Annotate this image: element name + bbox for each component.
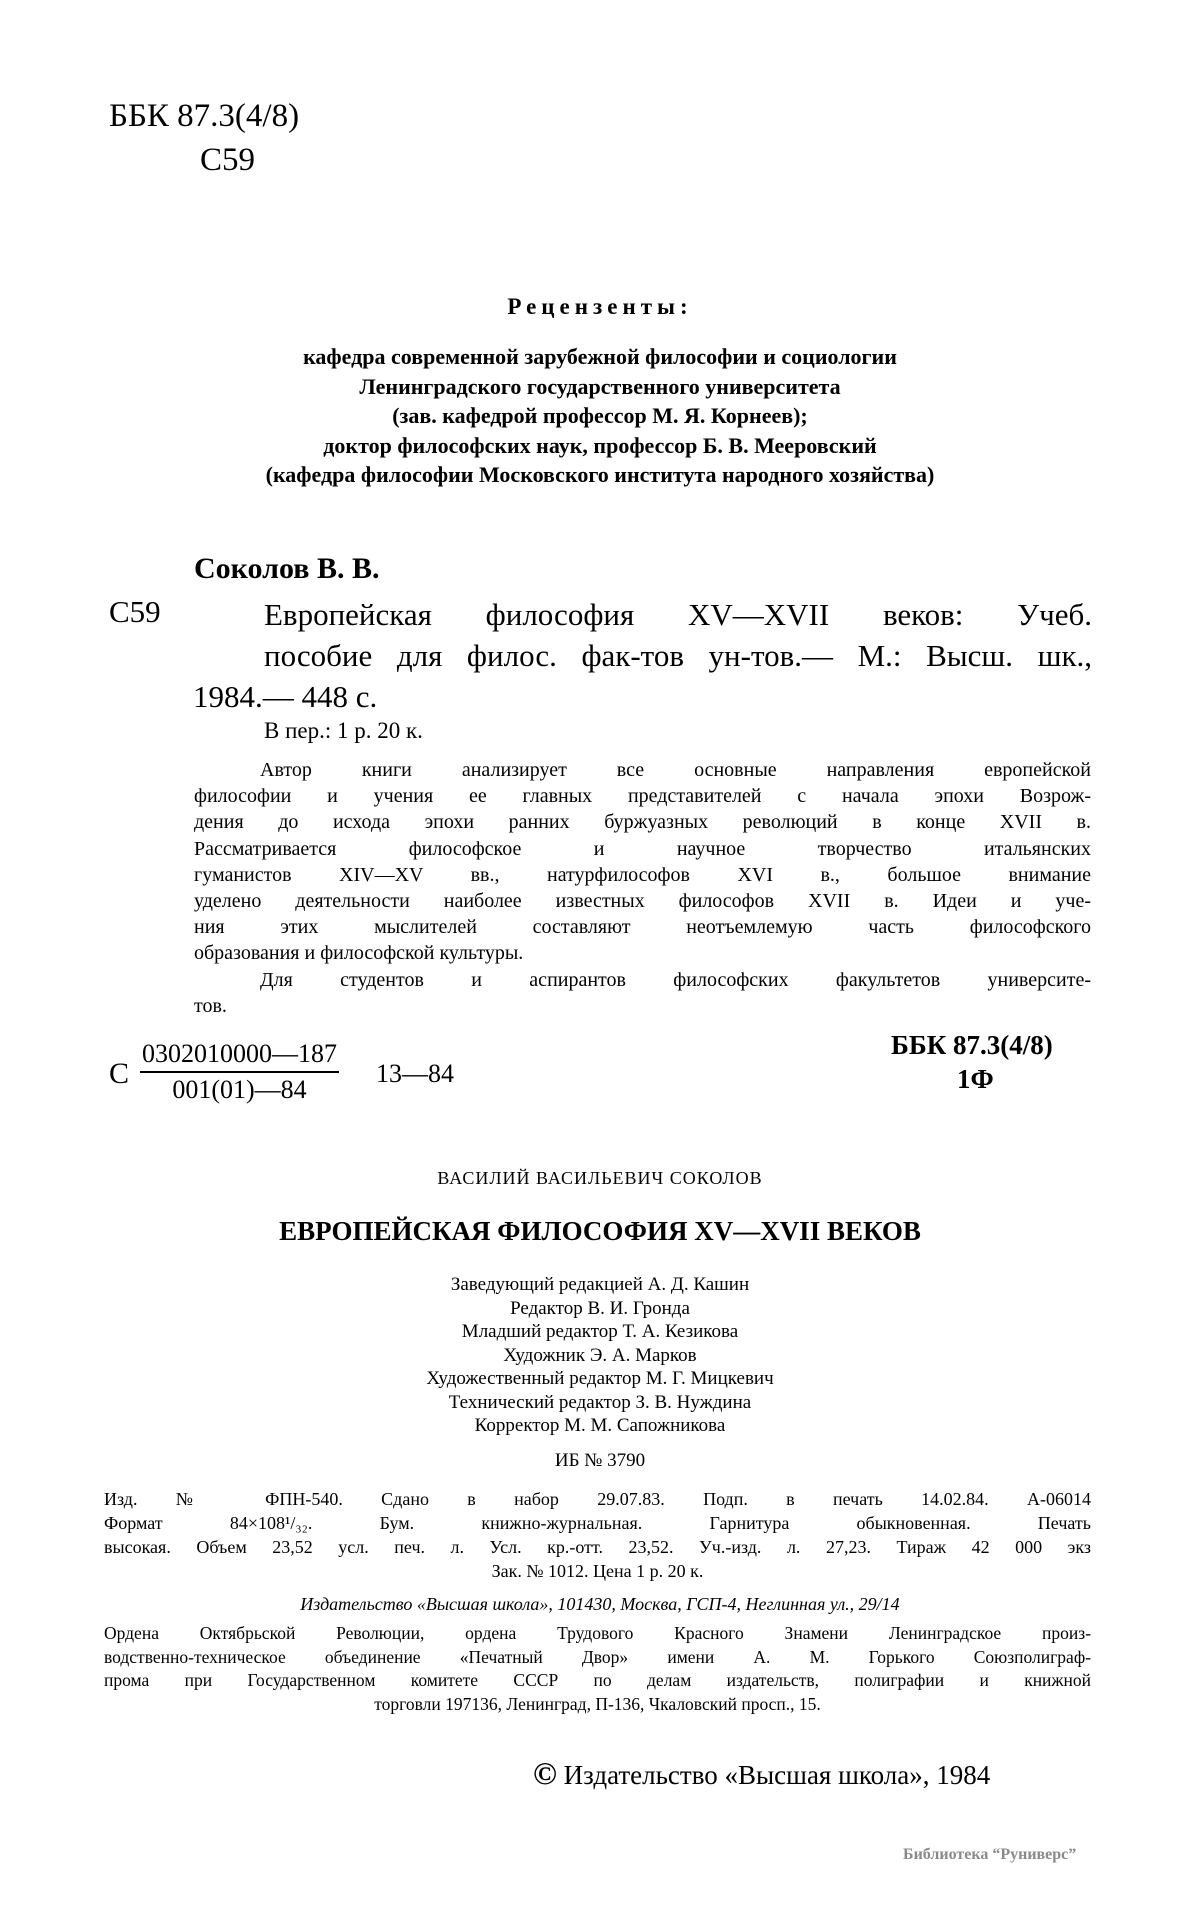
printer-info [104, 1622, 1091, 1716]
annotation-line: образования и философской культуры. [194, 942, 524, 965]
book-title: ЕВРОПЕЙСКАЯ ФИЛОСОФИЯ XV—XVII ВЕКОВ [279, 1216, 921, 1246]
annotation [194, 757, 1091, 1019]
reviewer-line: (зав. кафедрой профессор М. Я. Корнеев); [392, 403, 808, 428]
annotation-line: уделено деятельности наиболее известных философов XVII в. Идеи и уче- [194, 890, 1091, 913]
staff-line: Редактор В. И. Гронда [510, 1297, 690, 1319]
staff-line: Художник Э. А. Марков [503, 1344, 697, 1366]
copyright-notice [533, 1755, 990, 1792]
imprint-line: Изд. № ФПН-540. Сдано в набор 29.07.83. Подп. в печать 14.02.84. А-06014 [104, 1489, 1091, 1509]
author-mark-top: С59 [200, 142, 256, 178]
reviewers-heading: Рецензенты: [507, 294, 693, 319]
annotation-line: философии и учения ее главных представителей с начала эпохи Возрож- [194, 785, 1091, 808]
entry-price: В пер.: 1 р. 20 к. [264, 718, 423, 743]
bbk-code-bottom: ББК 87.3(4/8) [891, 1030, 1053, 1060]
annotation-line: Автор книги анализирует все основные направления европейской [260, 759, 1091, 781]
publisher-address: Издательство «Высшая школа», 101430, Москва, ГСП-4, Неглинная ул., 29/14 [300, 1594, 900, 1614]
bbk-code-top: ББК 87.3(4/8) [109, 98, 300, 134]
reviewer-line: кафедра современной зарубежной философии и социологии [303, 344, 897, 369]
annotation-line: Для студентов и аспирантов философских факультетов университе- [260, 968, 1091, 991]
entry-author: Соколов В. В. [194, 552, 380, 585]
catalog-suffix: 13—84 [376, 1059, 454, 1088]
imprint-line: высокая. Объем 23,52 усл. печ. л. Усл. кр.-отт. 23,52. Уч.-изд. л. 27,23. Тираж 42 000 экз [104, 1537, 1091, 1557]
annotation-line: дения до исхода эпохи ранних буржуазных революций в конце XVII в. [194, 811, 1091, 834]
entry-mark: С59 [109, 594, 161, 629]
copyright-icon: © [533, 1755, 557, 1791]
reviewer-line: Ленинградского государственного университета [359, 373, 841, 399]
entry-line: Европейская философия XV—XVII веков: Учеб. [264, 597, 1092, 632]
ib-number: ИБ № 3790 [554, 1450, 646, 1471]
staff-line: Технический редактор З. В. Нуждина [448, 1391, 752, 1413]
staff-list [0, 1273, 1200, 1438]
annotation-line: ния этих мыслителей составляют неотъемлемую часть философского [194, 916, 1091, 939]
catalog-fraction [140, 1037, 339, 1107]
reviewer-line: (кафедра философии Московского института народного хозяйства) [265, 462, 935, 487]
annotation-line: Рассматривается философское и научное творчество итальянских [194, 837, 1091, 860]
staff-line: Младший редактор Т. А. Кезикова [461, 1321, 739, 1342]
printer-line: Ордена Октябрьской Революции, ордена Трудового Красного Знамени Ленинградское произ- [104, 1623, 1091, 1643]
catalog-letter: С [109, 1057, 130, 1090]
reviewers-block [0, 342, 1200, 490]
printer-line: торговли 197136, Ленинград, П-136, Чкаловский просп., 15. [374, 1693, 821, 1714]
entry-line: пособие для филос. фак-тов ун-тов.— М.: Высш. шк., [264, 638, 1092, 673]
catalog-denominator: 001(01)—84 [172, 1075, 307, 1104]
imprint-line: Зак. № 1012. Цена 1 р. 20 к. [491, 1561, 704, 1581]
author-full-name: ВАСИЛИЙ ВАСИЛЬЕВИЧ СОКОЛОВ [437, 1168, 763, 1188]
library-watermark: Библиотека “Руниверс” [903, 1846, 1077, 1863]
staff-line: Заведующий редакцией А. Д. Кашин [450, 1274, 750, 1295]
printer-line: водственно-техническое объединение «Печатный Двор» имени А. М. Горького Союзполиграф- [104, 1646, 1091, 1667]
entry-line: 1984.— 448 с. [193, 679, 378, 714]
entry-description [193, 594, 1092, 717]
annotation-line: тов. [194, 994, 227, 1017]
printer-line: прома при Государственном комитете СССР по делам издательств, полиграфии и книжной [104, 1670, 1091, 1690]
imprint-line: Формат 84×108¹/₃₂. Бум. книжно-журнальная. Гарнитура обыкновенная. Печать [104, 1513, 1091, 1533]
catalog-numerator: 0302010000—187 [140, 1037, 339, 1073]
staff-line: Корректор М. М. Сапожникова [474, 1415, 726, 1436]
copyright-text: Издательство «Высшая школа», 1984 [563, 1760, 991, 1790]
staff-line: Художественный редактор М. Г. Мицкевич [426, 1368, 774, 1389]
reviewer-line: доктор философских наук, профессор Б. В. Мееровский [323, 432, 877, 458]
annotation-line: гуманистов XIV—XV вв., натурфилософов XVI в., большое внимание [194, 863, 1091, 886]
bbk-code-bottom-2: 1Ф [957, 1064, 994, 1094]
imprint [104, 1487, 1091, 1583]
